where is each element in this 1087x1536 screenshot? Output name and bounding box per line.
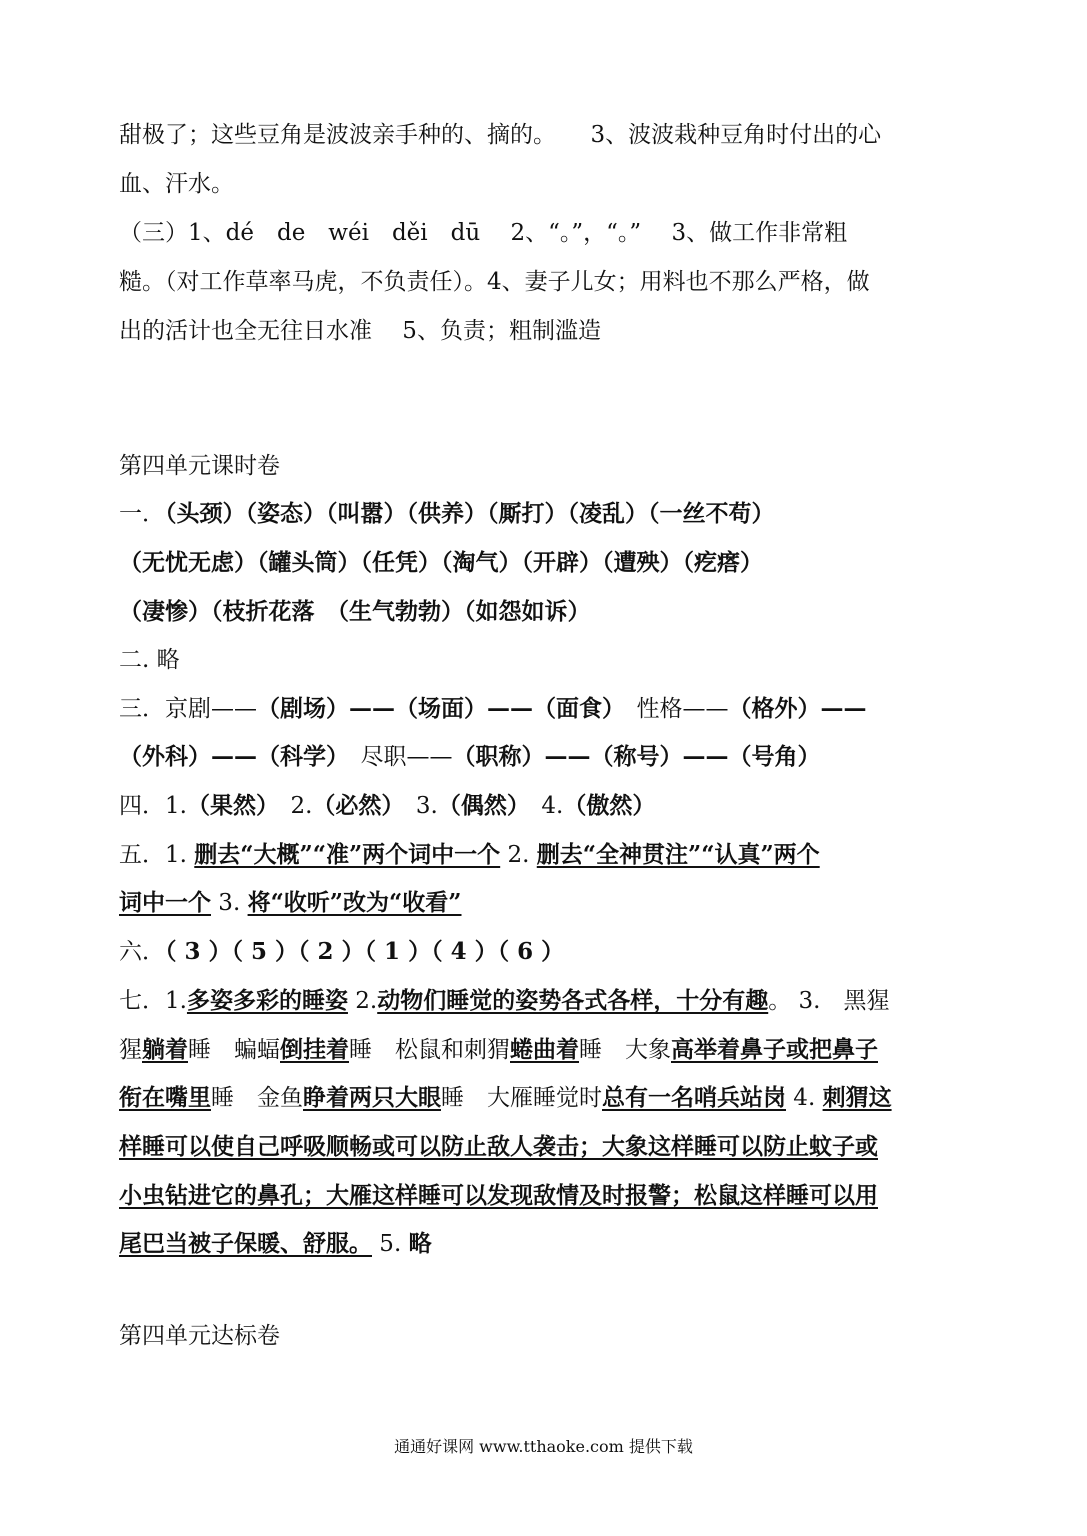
question-number: 五．1. [119,842,187,868]
question-2: 二. 略 [119,647,180,673]
prompt-text: 睡 大象 [579,1037,671,1063]
answer: 躺着 [142,1036,188,1063]
text-line: （三）1、dé de wéi děi dū 2、“。”，“。” 3、做工作非常粗 [119,220,848,246]
question-number: 一． [119,501,165,527]
item-number: 4. [786,1085,816,1111]
answer: 动物们睡觉的姿势各式各样，十分有趣 [377,987,769,1014]
answer: （偶然） [437,792,519,819]
section-heading: 第四单元达标卷 [119,1323,280,1349]
question-3 [119,694,867,724]
question-3-cont [119,742,821,772]
answer-line: 样睡可以使自己呼吸顺畅或可以防止敌人袭击；大象这样睡可以防止蚊子或 [119,1133,878,1160]
answer: 将“收听”改为“收看” [247,889,462,916]
prompt-text: 尽职—— [337,744,453,770]
question-7-cont [119,1229,432,1259]
answer: （职称）——（称号）——（号角） [452,743,821,770]
page-footer: 通通好课网 www.tthaoke.com 提供下载 [394,1437,693,1456]
answer: （ 3 ）（ 5 ）（ 2 ）（ 1 ）（ 4 ）（ 6 ） [165,938,565,965]
item-number: 2. [355,988,378,1014]
question-7-cont [119,1035,878,1065]
answer: 蜷曲着 [510,1036,579,1063]
answer: 词中一个 [119,889,211,916]
answer-line: （凄惨）（枝折花落 （生气勃勃）（如怨如诉） [119,598,591,625]
question-5-cont [119,888,462,918]
answer: 总有一名哨兵站岗 [602,1084,786,1111]
answer: （必然） [312,792,393,819]
answer: （头颈）（姿态）（叫嚣）（供养）（厮打）（凌乱）（一丝不苟） [165,500,775,527]
answer-line: 小虫钻进它的鼻孔；大雁这样睡可以发现敌情及时报警；松鼠这样睡可以用 [119,1182,878,1209]
item-number: 2. [267,793,313,819]
question-6 [119,937,564,967]
answer: 睁着两只大眼 [303,1084,441,1111]
answer: （傲然） [563,792,656,819]
question-7 [119,986,889,1016]
prompt-text: 睡 松鼠和刺猬 [349,1037,510,1063]
answer: （剧场）——（场面）——（面食） [257,695,614,722]
question-7-cont [119,1083,892,1113]
question-5 [119,840,820,870]
prompt-text: 睡 蝙蝠 [188,1037,280,1063]
answer: （果然） [186,792,268,819]
question-number: 七．1. [119,988,187,1014]
answer: 删去“大概”“准”两个词中一个 [194,841,501,868]
item-number: 4. [518,793,564,819]
prompt-text: 猩 [119,1037,142,1063]
item-number: 5. [372,1231,402,1257]
item-number: 3. [211,890,241,916]
answer: 删去“全神贯注”“认真”两个 [536,841,820,868]
section-heading: 第四单元课时卷 [119,453,280,479]
answer: （格外）—— [728,695,867,722]
question-number: 三．京剧—— [119,696,257,722]
question-1 [119,499,775,529]
item-number: 1. [165,793,187,819]
answer: （外科）——（科学） [119,743,338,770]
answer-line: （无忧无虑）（罐头筒）（任凭）（淘气）（开辟）（遭殃）（疙瘩） [119,549,763,576]
prompt-text: 。 3. 黑猩 [768,988,890,1014]
question-number: 六． [119,939,165,965]
answer: 刺猬这 [822,1084,892,1111]
answer: 尾巴当被子保暖、舒服。 [119,1230,372,1257]
item-number: 3. [392,793,438,819]
answer: 高举着鼻子或把鼻子 [671,1036,878,1063]
prompt-text: 性格—— [613,696,729,722]
item-number: 2. [500,842,530,868]
answer: 倒挂着 [280,1036,349,1063]
prompt-text: 睡 金鱼 [211,1085,303,1111]
text-line: 糙。（对工作草率马虎，不负责任）。4、妻子儿女；用料也不那么严格，做 [119,269,870,295]
prompt-text: 睡 大雁睡觉时 [441,1085,602,1111]
question-number: 四． [119,793,165,819]
question-4 [119,791,655,821]
answer: 略 [408,1230,432,1257]
text-line: 甜极了；这些豆角是波波亲手种的、摘的。 3、波波栽种豆角时付出的心 [119,122,882,148]
answer: 多姿多彩的睡姿 [186,987,348,1014]
text-line: 出的活计也全无往日水准 5、负责；粗制滥造 [119,318,601,344]
text-line: 血、汗水。 [119,171,234,197]
answer: 衔在嘴里 [119,1084,211,1111]
